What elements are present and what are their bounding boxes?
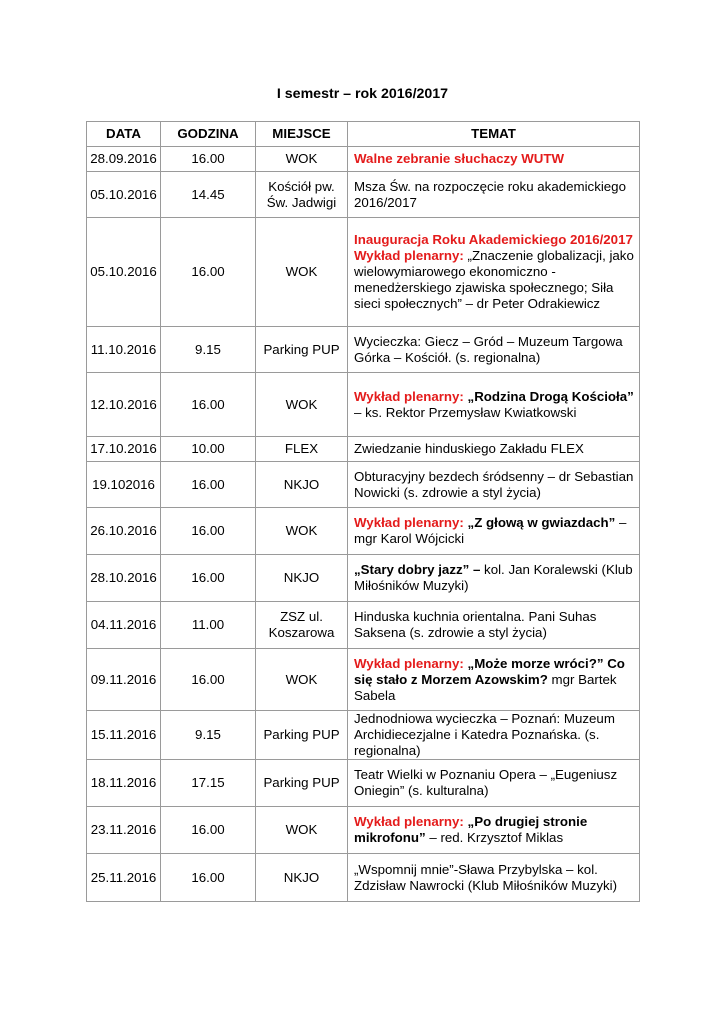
- topic-cell: [348, 807, 640, 854]
- topic-text: „Wspomnij mnie”-Sława Przybylska – kol. Zdzisław Nawrocki (Klub Miłośników Muzyki): [354, 861, 618, 893]
- table-row: [87, 508, 640, 555]
- topic-text: – red. Krzysztof Miklas: [425, 830, 564, 845]
- table-row: [87, 807, 640, 854]
- time-cell: 16.00: [161, 462, 256, 508]
- table-row: [87, 147, 640, 172]
- topic-text: „Stary dobry jazz” –: [354, 562, 481, 577]
- topic-text: „Rodzina Drogą Kościoła”: [463, 388, 634, 404]
- topic-text: Msza Św. na rozpoczęcie roku akademickiego 2016/2017: [354, 178, 626, 210]
- place-cell: WOK: [256, 373, 348, 437]
- date-cell: 09.11.2016: [87, 649, 161, 711]
- header-topic: TEMAT: [348, 122, 640, 147]
- table-row: [87, 172, 640, 218]
- time-cell: 16.00: [161, 807, 256, 854]
- table-row: [87, 760, 640, 807]
- topic-cell: [348, 147, 640, 172]
- topic-text: Wycieczka: Giecz – Gród – Muzeum Targowa Górka – Kościół. (s. regionalna): [354, 333, 623, 365]
- table-row: [87, 437, 640, 462]
- topic-cell: [348, 649, 640, 711]
- topic-cell: [348, 437, 640, 462]
- place-cell: WOK: [256, 807, 348, 854]
- time-cell: 17.15: [161, 760, 256, 807]
- topic-cell: [348, 508, 640, 555]
- header-place: MIEJSCE: [256, 122, 348, 147]
- topic-text: „Znaczenie globalizacji, jako wielowymiarowego ekonomiczno -menedżerskiego zjawiska społecznego; Siła sieci społecznych” – dr Peter Odrakiewicz: [354, 248, 634, 311]
- place-cell: NKJO: [256, 555, 348, 602]
- topic-text: Wykład plenarny:: [354, 655, 464, 671]
- topic-cell: [348, 218, 640, 327]
- topic-text: Walne zebranie słuchaczy WUTW: [354, 151, 565, 166]
- page-title: I semestr – rok 2016/2017: [276, 86, 449, 102]
- place-cell: Parking PUP: [256, 327, 348, 373]
- time-cell: 14.45: [161, 172, 256, 218]
- time-cell: 16.00: [161, 854, 256, 902]
- date-cell: 05.10.2016: [87, 218, 161, 327]
- date-cell: 17.10.2016: [87, 437, 161, 462]
- time-cell: 16.00: [161, 218, 256, 327]
- topic-text: Zwiedzanie hinduskiego Zakładu FLEX: [354, 441, 584, 456]
- table-row: [87, 555, 640, 602]
- place-cell: Parking PUP: [256, 760, 348, 807]
- topic-text: Wykład plenarny:: [354, 388, 464, 404]
- time-cell: 16.00: [161, 147, 256, 172]
- schedule-table: [86, 121, 640, 902]
- date-cell: 05.10.2016: [87, 172, 161, 218]
- date-cell: 19.102016: [87, 462, 161, 508]
- date-cell: 23.11.2016: [87, 807, 161, 854]
- place-cell: NKJO: [256, 462, 348, 508]
- topic-cell: [348, 172, 640, 218]
- topic-text: mgr Bartek Sabela: [354, 671, 617, 703]
- topic-text: Hinduska kuchnia orientalna. Pani Suhas Saksena (s. zdrowie a styl życia): [354, 609, 597, 640]
- topic-cell: [348, 373, 640, 437]
- time-cell: 16.00: [161, 373, 256, 437]
- place-cell: NKJO: [256, 854, 348, 902]
- topic-text: Inauguracja Roku Akademickiego 2016/2017 Wykład plenarny:: [354, 232, 633, 263]
- table-row: [87, 649, 640, 711]
- time-cell: 16.00: [161, 649, 256, 711]
- place-cell: FLEX: [256, 437, 348, 462]
- table-row: [87, 854, 640, 902]
- date-cell: 25.11.2016: [87, 854, 161, 902]
- date-cell: 18.11.2016: [87, 760, 161, 807]
- topic-text: „Z głową w gwiazdach”: [463, 515, 616, 530]
- date-cell: 28.10.2016: [87, 555, 161, 602]
- date-cell: 26.10.2016: [87, 508, 161, 555]
- topic-text: Jednodniowa wycieczka – Poznań: Muzeum Archidiecezjalne i Katedra Poznańska. (s. regionalna): [354, 711, 615, 758]
- topic-text: kol. Jan Koralewski (Klub Miłośników Muzyki): [354, 562, 633, 593]
- topic-cell: [348, 760, 640, 807]
- table-row: [87, 327, 640, 373]
- topic-text: – ks. Rektor Przemysław Kwiatkowski: [354, 404, 577, 420]
- topic-cell: [348, 462, 640, 508]
- header-row: [87, 122, 640, 147]
- topic-text: Obturacyjny bezdech śródsenny – dr Sebastian Nowicki (s. zdrowie a styl życia): [354, 468, 634, 500]
- time-cell: 16.00: [161, 555, 256, 602]
- time-cell: 10.00: [161, 437, 256, 462]
- time-cell: 16.00: [161, 508, 256, 555]
- date-cell: 15.11.2016: [87, 711, 161, 760]
- time-cell: 9.15: [161, 711, 256, 760]
- date-cell: 12.10.2016: [87, 373, 161, 437]
- place-cell: Kościół pw. Św. Jadwigi: [256, 172, 348, 218]
- date-cell: 04.11.2016: [87, 602, 161, 649]
- topic-text: Teatr Wielki w Poznaniu Opera – „Eugeniusz Oniegin” (s. kulturalna): [354, 767, 618, 798]
- topic-text: Wykład plenarny:: [354, 515, 464, 530]
- topic-text: „Może morze wróci?” Co się stało z Morzem Azowskim?: [354, 655, 625, 687]
- topic-cell: [348, 602, 640, 649]
- topic-cell: [348, 854, 640, 902]
- place-cell: WOK: [256, 649, 348, 711]
- topic-cell: [348, 555, 640, 602]
- table-row: [87, 218, 640, 327]
- place-cell: Parking PUP: [256, 711, 348, 760]
- place-cell: ZSZ ul. Koszarowa: [256, 602, 348, 649]
- header-date: DATA: [87, 122, 161, 147]
- table-row: [87, 711, 640, 760]
- table-row: [87, 462, 640, 508]
- place-cell: WOK: [256, 147, 348, 172]
- date-cell: 11.10.2016: [87, 327, 161, 373]
- topic-text: – mgr Karol Wójcicki: [354, 515, 627, 546]
- topic-text: Wykład plenarny:: [354, 814, 464, 829]
- date-cell: 28.09.2016: [87, 147, 161, 172]
- place-cell: WOK: [256, 218, 348, 327]
- time-cell: 9.15: [161, 327, 256, 373]
- time-cell: 11.00: [161, 602, 256, 649]
- topic-text: „Po drugiej stronie mikrofonu”: [354, 814, 588, 845]
- place-cell: WOK: [256, 508, 348, 555]
- topic-cell: [348, 711, 640, 760]
- table-row: [87, 373, 640, 437]
- topic-cell: [348, 327, 640, 373]
- header-time: GODZINA: [161, 122, 256, 147]
- table-row: [87, 602, 640, 649]
